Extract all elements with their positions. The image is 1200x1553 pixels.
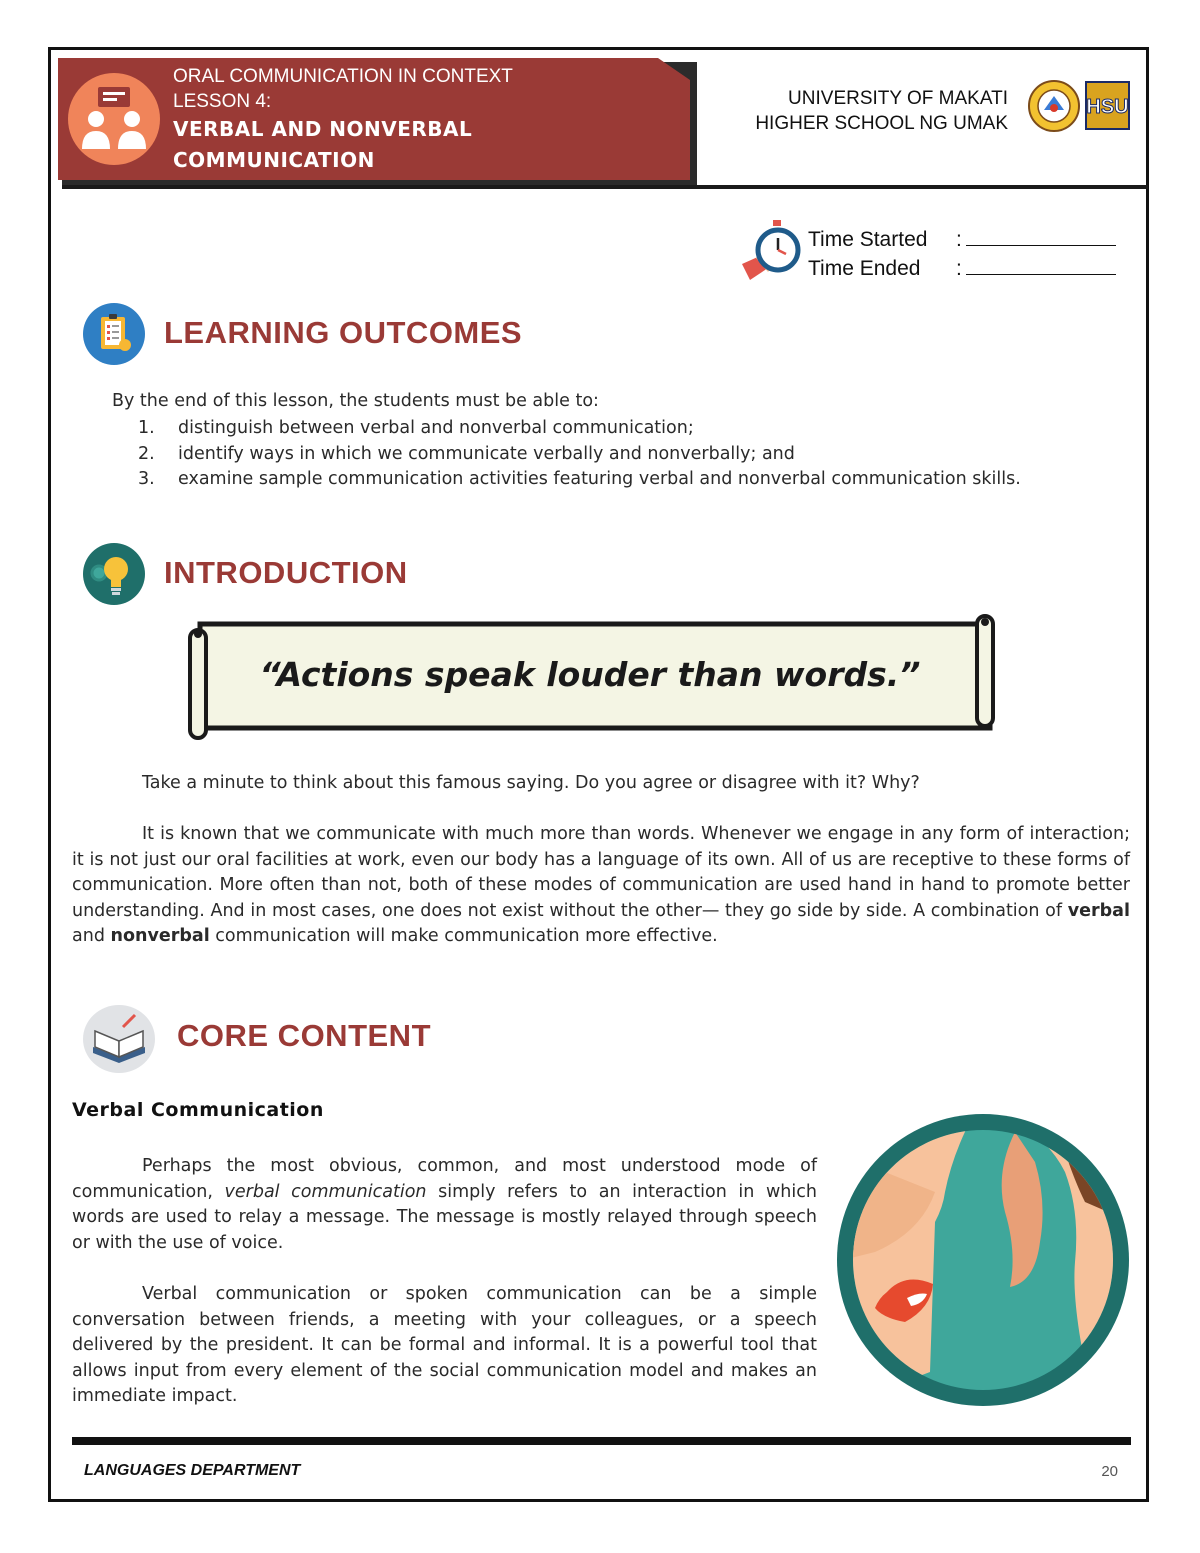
learning-outcomes-heading: LEARNING OUTCOMES bbox=[164, 315, 523, 350]
course-title: ORAL COMMUNICATION IN CONTEXT bbox=[173, 66, 513, 87]
outcomes-intro: By the end of this lesson, the students must be able to: bbox=[112, 391, 599, 411]
university-line2: HIGHER SCHOOL NG UMAK bbox=[755, 113, 1008, 134]
time-started-field[interactable] bbox=[966, 227, 1116, 246]
p1-start: Perhaps the most obvious, common, and most understood mode of communication, bbox=[72, 1156, 817, 1202]
outcomes-list bbox=[138, 416, 1021, 493]
outcome-number: 1. bbox=[138, 418, 155, 438]
verbal-communication-subheading: Verbal Communication bbox=[72, 1099, 324, 1121]
outcome-text: identify ways in which we communicate verbally and nonverbally; and bbox=[178, 443, 795, 464]
time-ended-row bbox=[808, 254, 1116, 283]
presentation-people-icon bbox=[68, 73, 160, 165]
outcome-item bbox=[138, 467, 1021, 493]
time-started-row bbox=[808, 225, 1116, 254]
outcome-item bbox=[138, 416, 1021, 442]
whisper-ear-illustration bbox=[835, 1112, 1131, 1408]
time-log bbox=[808, 225, 1116, 283]
footer-rule bbox=[72, 1437, 1131, 1445]
outcome-item bbox=[138, 442, 1021, 468]
open-book-icon bbox=[83, 1005, 155, 1073]
time-started-label: Time Started bbox=[808, 228, 928, 251]
famous-quote: “Actions speak louder than words.” bbox=[259, 655, 921, 694]
intro-and: and bbox=[72, 926, 105, 947]
time-ended-label: Time Ended bbox=[808, 257, 921, 280]
reflection-question: Take a minute to think about this famous saying. Do you agree or disagree with it? Why? bbox=[142, 773, 920, 793]
university-seal-icon bbox=[1028, 80, 1080, 132]
lightbulb-gear-icon bbox=[83, 543, 145, 605]
outcome-number: 2. bbox=[138, 443, 155, 464]
hsu-logo-text: HSU bbox=[1087, 96, 1128, 118]
introduction-paragraph bbox=[72, 822, 1130, 950]
lesson-number: LESSON 4: bbox=[173, 91, 272, 112]
header-rule bbox=[62, 185, 1148, 189]
verbal-paragraph-2: Verbal communication or spoken communication can be a simple conversation between friends, a meeting with your colleagues, or a speech delivered by the president. It can be formal and informal. It is a powerful tool that allows input from every element of the social communication model and makes an immediate impact. bbox=[72, 1284, 817, 1407]
clipboard-checklist-icon bbox=[83, 303, 145, 365]
outcome-number: 3. bbox=[138, 469, 155, 489]
lesson-title-line1: VERBAL AND NONVERBAL bbox=[173, 117, 473, 141]
lesson-title-line2: COMMUNICATION bbox=[173, 148, 375, 172]
verbal-paragraph-1 bbox=[72, 1154, 817, 1256]
hsu-logo-icon bbox=[1085, 81, 1130, 130]
time-ended-colon: : bbox=[956, 257, 962, 280]
p1-end: simply refers to an interaction in which words are used to relay a message. The message is mostly relayed through speech or with the use of voice. bbox=[72, 1181, 817, 1253]
stopwatch-hand-icon bbox=[738, 216, 808, 286]
introduction-heading: INTRODUCTION bbox=[164, 555, 408, 590]
intro-end: communication will make communication more effective. bbox=[215, 926, 718, 947]
core-content-heading: CORE CONTENT bbox=[177, 1018, 431, 1053]
page-number: 20 bbox=[1101, 1463, 1118, 1480]
university-line1: UNIVERSITY OF MAKATI bbox=[788, 88, 1008, 109]
time-started-colon: : bbox=[956, 228, 962, 251]
banner-text bbox=[173, 64, 513, 176]
intro-text: It is known that we communicate with much more than words. Whenever we engage in any form of interaction; it is not just our oral facilities at work, even our body has a language of its own. All of us are receptive to these forms of communication. More often than not, both of these modes of communication are used hand in hand to promote better understanding. And in most cases, one does not exist without the other— they go side by side. A combination of bbox=[72, 824, 1130, 921]
department-name: LANGUAGES DEPARTMENT bbox=[84, 1462, 301, 1479]
time-ended-field[interactable] bbox=[966, 256, 1116, 275]
university-name bbox=[755, 86, 1008, 136]
outcome-text: distinguish between verbal and nonverbal communication; bbox=[178, 418, 694, 438]
verbal-communication-term: verbal communication bbox=[224, 1181, 427, 1202]
verbal-term: verbal bbox=[1067, 900, 1130, 921]
nonverbal-term: nonverbal bbox=[110, 926, 210, 947]
outcome-text: examine sample communication activities featuring verbal and nonverbal communication skills. bbox=[178, 469, 1021, 489]
